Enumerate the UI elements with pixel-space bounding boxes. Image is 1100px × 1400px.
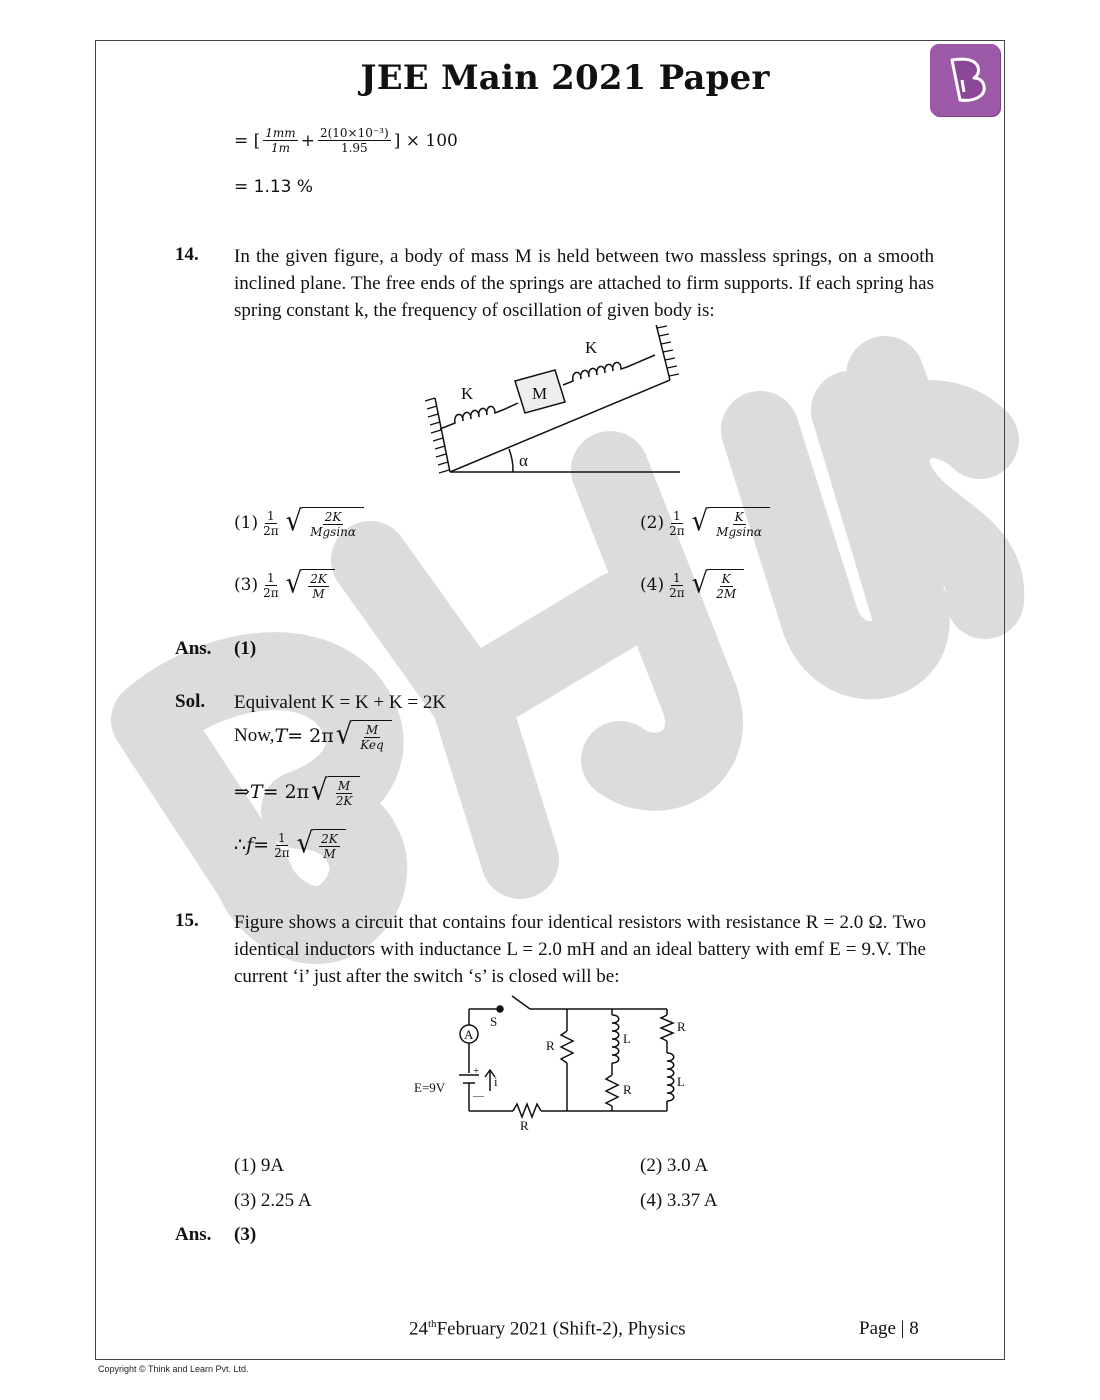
fraction (358, 723, 385, 752)
numerator: 2K (310, 572, 327, 586)
battery-plus: + (473, 1065, 480, 1077)
radical-sign: √ (296, 827, 314, 861)
date-day: 24 (409, 1318, 428, 1340)
fraction (308, 510, 358, 539)
option-3[interactable]: (3) 2.25 A (234, 1190, 312, 1211)
option-label: (3) (234, 575, 259, 595)
answer-label: Ans. (175, 1224, 212, 1245)
numerator: M (365, 723, 379, 737)
question-number: 15. (175, 910, 199, 931)
solution-line-1: Equivalent K = K + K = 2K (234, 692, 447, 713)
spring-right-label: K (585, 338, 598, 357)
equals-2pi: = 2π (262, 781, 310, 803)
resistor-label: R (623, 1082, 632, 1097)
square-root (336, 720, 392, 752)
battery-label: E=9V (414, 1080, 446, 1095)
denominator: 2π (263, 585, 279, 600)
option-4[interactable]: (4) 3.37 A (640, 1190, 718, 1211)
date-subject: February 2021 (Shift-2), Physics (436, 1318, 686, 1340)
numerator: 2K (324, 510, 342, 524)
option-label: (4) (640, 575, 665, 595)
denominator: 1m (270, 141, 290, 155)
fraction (714, 572, 738, 601)
ammeter-label: A (464, 1027, 474, 1042)
fraction (319, 832, 340, 861)
therefore-sign: ∴ (234, 834, 247, 856)
radical-sign: √ (335, 718, 353, 752)
fraction (263, 126, 297, 155)
denominator: 2π (263, 523, 279, 538)
solution-line-2 (234, 720, 392, 752)
denominator: 2π (669, 523, 685, 538)
bracket-close: ] × 100 (393, 130, 458, 151)
copyright-notice: Copyright © Think and Learn Pvt. Ltd. (98, 1364, 249, 1374)
numerator: 1 (267, 570, 275, 585)
resistor-label: R (677, 1019, 686, 1034)
resistor-label: R (520, 1118, 529, 1133)
square-root (297, 829, 346, 861)
fraction (318, 126, 391, 155)
fraction (261, 509, 281, 538)
numerator: 1 (673, 570, 681, 585)
period-symbol: T (274, 725, 288, 747)
square-root (286, 507, 364, 539)
option-label: (2) (640, 513, 665, 533)
denominator: 1.95 (340, 141, 368, 155)
mass-label: M (532, 384, 548, 403)
fraction (334, 779, 355, 808)
denominator: 2π (669, 585, 685, 600)
question-text: In the given figure, a body of mass M is held between two massless springs, on a smooth inclined plane. The free ends of the springs are attached to firm supports. If each spring has spring constant k, the frequency of oscillation of given body is: (234, 246, 934, 321)
denominator: 2π (274, 845, 290, 860)
fraction (308, 572, 329, 601)
period-symbol: T (249, 781, 263, 803)
radical-sign: √ (285, 505, 303, 539)
numerator: 1mm (265, 126, 296, 140)
equals-sign: = (253, 834, 270, 856)
numerator: K (734, 510, 744, 524)
denominator: Mgsinα (716, 525, 762, 539)
resistor-label: R (546, 1038, 555, 1053)
denominator: M (323, 847, 336, 861)
footer-date (409, 1318, 686, 1340)
current-label: i (494, 1074, 498, 1089)
fraction (272, 831, 292, 860)
radical-sign: √ (691, 567, 709, 601)
square-root (692, 569, 745, 601)
carryover-result: = 1.13 % (234, 177, 314, 197)
numerator: K (721, 572, 731, 586)
option-label: (1) (234, 513, 259, 533)
option-2[interactable] (640, 507, 770, 539)
page-number: Page | 8 (859, 1318, 919, 1339)
option-2[interactable]: (2) 3.0 A (640, 1155, 709, 1176)
square-root (286, 569, 335, 601)
question-text: Figure shows a circuit that contains four identical resistors with resistance R = 2.0 Ω. Two identical inductors with inductance L = 2.0 mH and an ideal battery with emf E = 9.V. The current ‘i’ just after the switch ‘s’ is closed will be: (234, 912, 926, 987)
answer-label: Ans. (175, 638, 212, 659)
inductor-label: L (677, 1074, 685, 1089)
circuit-figure (405, 995, 705, 1135)
fraction (714, 510, 764, 539)
byjus-b-logo-icon (930, 44, 1000, 116)
radical-sign: √ (691, 505, 709, 539)
option-4[interactable] (640, 569, 744, 601)
frequency-symbol: f (246, 834, 254, 856)
page-title: JEE Main 2021 Paper (360, 58, 770, 98)
inclined-plane-figure (405, 325, 695, 480)
date-suffix: th (428, 1318, 437, 1330)
angle-label: α (519, 451, 528, 470)
square-root (692, 507, 770, 539)
answer-value: (3) (234, 1224, 257, 1245)
fraction (667, 571, 687, 600)
square-root (311, 776, 360, 808)
numerator: 1 (278, 830, 286, 845)
switch-label: S (490, 1014, 498, 1029)
numerator: 1 (673, 508, 681, 523)
option-1[interactable]: (1) 9A (234, 1155, 285, 1176)
option-3[interactable] (234, 569, 335, 601)
plus-sign: + (300, 130, 315, 151)
numerator: M (337, 779, 351, 793)
denominator: Mgsinα (310, 525, 356, 539)
solution-line-4 (234, 829, 346, 861)
radical-sign: √ (285, 567, 303, 601)
spring-left-label: K (461, 384, 474, 403)
option-1[interactable] (234, 507, 364, 539)
question-number: 14. (175, 244, 199, 265)
fraction (667, 509, 687, 538)
numerator: 2K (321, 832, 338, 846)
denominator: 2K (335, 794, 353, 808)
denominator: Keq (360, 738, 384, 752)
inductor-label: L (623, 1031, 631, 1046)
solution-label: Sol. (175, 691, 206, 712)
denominator: 2M (716, 587, 737, 601)
equals-2pi: = 2π (287, 725, 334, 747)
bracket-open: = [ (234, 130, 261, 151)
radical-sign: √ (311, 774, 328, 808)
battery-minus: — (473, 1090, 484, 1102)
numerator: 2(10×10⁻³) (319, 126, 389, 140)
solution-line-3 (234, 776, 360, 808)
fraction (261, 571, 281, 600)
implies-arrow: ⇒ (234, 781, 250, 803)
answer-value: (1) (234, 638, 257, 659)
text-now: Now, (234, 725, 275, 746)
numerator: 1 (267, 508, 275, 523)
denominator: M (312, 587, 325, 601)
carryover-equation (234, 126, 458, 155)
